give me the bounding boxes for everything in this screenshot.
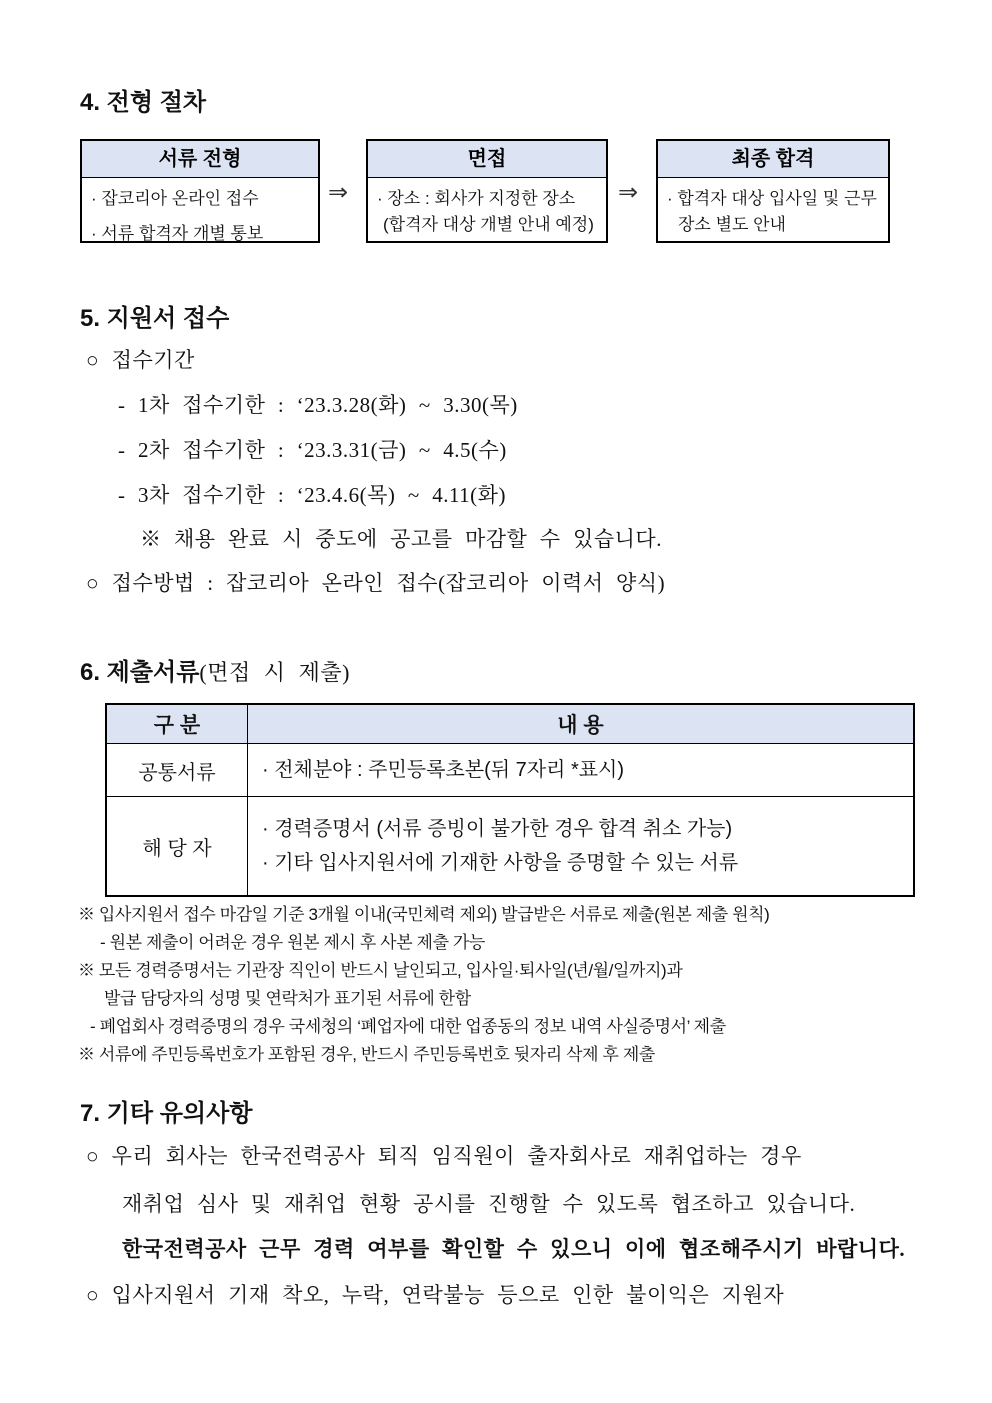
- document-note-line-4: 발급 담당자의 성명 및 연락처가 표기된 서류에 한함: [104, 989, 471, 1008]
- etc-paragraph-line-3-emphasis: 한국전력공사 근무 경력 여부를 확인할 수 있으니 이에 협조해주시기 바랍니다.: [122, 1237, 906, 1261]
- application-round-3: - 3차 접수기한 : ‘23.4.6(목) ~ 4.11(화): [118, 483, 506, 507]
- flow-box-line: · 장소 : 회사가 지정한 장소: [377, 189, 576, 208]
- flow-box-interview: [366, 139, 608, 243]
- document-note-line-3: ※ 모든 경력증명서는 기관장 직인이 반드시 날인되고, 입사일·퇴사일(년/월/일까지)과: [78, 961, 683, 980]
- table-cell-category: 공통서류: [107, 744, 248, 796]
- flow-box-body: [82, 178, 318, 247]
- etc-paragraph-line-1: ○ 우리 회사는 한국전력공사 퇴직 임직원이 출자회사로 재취업하는 경우: [86, 1144, 802, 1168]
- flow-box-line: (합격자 대상 개별 안내 예정): [383, 215, 594, 234]
- flow-box-line: · 서류 합격자 개별 통보: [91, 224, 264, 243]
- documents-heading-sub: (면접 시 제출): [199, 660, 350, 685]
- table-header-content: 내 용: [557, 714, 604, 737]
- table-row-applicable-persons: [107, 797, 913, 895]
- flow-box-final-pass: [656, 139, 890, 243]
- section-documents-heading: [80, 652, 350, 687]
- section-etc-heading: 7. 기타 유의사항: [80, 1100, 253, 1127]
- table-cell-line: · 전체분야 : 주민등록초본(뒤 7자리 *표시): [262, 759, 625, 781]
- table-header-category: 구 분: [107, 705, 248, 743]
- flow-arrow-icon: ⇒: [618, 178, 639, 206]
- application-round-1: - 1차 접수기한 : ‘23.3.28(화) ~ 3.30(목): [118, 393, 518, 417]
- table-cell-line: · 경력증명서 (서류 증빙이 불가한 경우 합격 취소 가능): [262, 818, 733, 840]
- application-method: ○ 접수방법 : 잡코리아 온라인 접수(잡코리아 이력서 양식): [86, 571, 666, 595]
- table-cell-line: · 기타 입사지원서에 기재한 사항을 증명할 수 있는 서류: [262, 852, 739, 874]
- table-cell-category: 해 당 자: [107, 797, 248, 895]
- section-procedure-heading: 4. 전형 절차: [80, 89, 207, 116]
- etc-paragraph-line-2: 재취업 심사 및 재취업 현황 공시를 진행할 수 있도록 협조하고 있습니다.: [122, 1192, 856, 1216]
- documents-heading-main: 6. 제출서류: [80, 659, 200, 686]
- flow-box-title: 최종 합격: [658, 141, 888, 178]
- flow-box-line: 장소 별도 안내: [678, 215, 786, 234]
- documents-table: [105, 703, 915, 897]
- document-note-line-5: - 폐업회사 경력증명의 경우 국세청의 ‘폐업자에 대한 업종동의 정보 내역 사실증명서’ 제출: [90, 1017, 726, 1036]
- section-application-heading: 5. 지원서 접수: [80, 305, 230, 332]
- flow-arrow-icon: ⇒: [328, 178, 349, 206]
- etc-paragraph-line-4: ○ 입사지원서 기재 착오, 누락, 연락불능 등으로 인한 불이익은 지원자: [86, 1283, 785, 1307]
- flow-box-line: · 합격자 대상 입사일 및 근무: [667, 189, 877, 208]
- application-closing-note: ※ 채용 완료 시 중도에 공고를 마감할 수 있습니다.: [140, 527, 662, 551]
- table-cell-content: [248, 744, 913, 796]
- document-note-line-6: ※ 서류에 주민등록번호가 포함된 경우, 반드시 주민등록번호 뒷자리 삭제 후 제출: [78, 1045, 655, 1064]
- application-period-label: ○ 접수기간: [86, 348, 195, 372]
- flow-box-title: 면접: [368, 141, 606, 178]
- flow-box-title: 서류 전형: [82, 141, 318, 178]
- flow-box-body: [368, 178, 606, 238]
- table-cell-content: [248, 797, 913, 895]
- application-round-2: - 2차 접수기한 : ‘23.3.31(금) ~ 4.5(수): [118, 438, 507, 462]
- document-note-line-1: ※ 입사지원서 접수 마감일 기준 3개월 이내(국민체력 제외) 발급받은 서류로 제출(원본 제출 원칙): [78, 905, 770, 924]
- flow-box-body: [658, 178, 888, 238]
- document-note-line-2: - 원본 제출이 어려운 경우 원본 제시 후 사본 제출 가능: [100, 933, 485, 952]
- flow-box-document-screening: [80, 139, 320, 243]
- table-header-row: [107, 705, 913, 744]
- flow-box-line: · 잡코리아 온라인 접수: [91, 189, 259, 208]
- table-row-common-documents: [107, 744, 913, 797]
